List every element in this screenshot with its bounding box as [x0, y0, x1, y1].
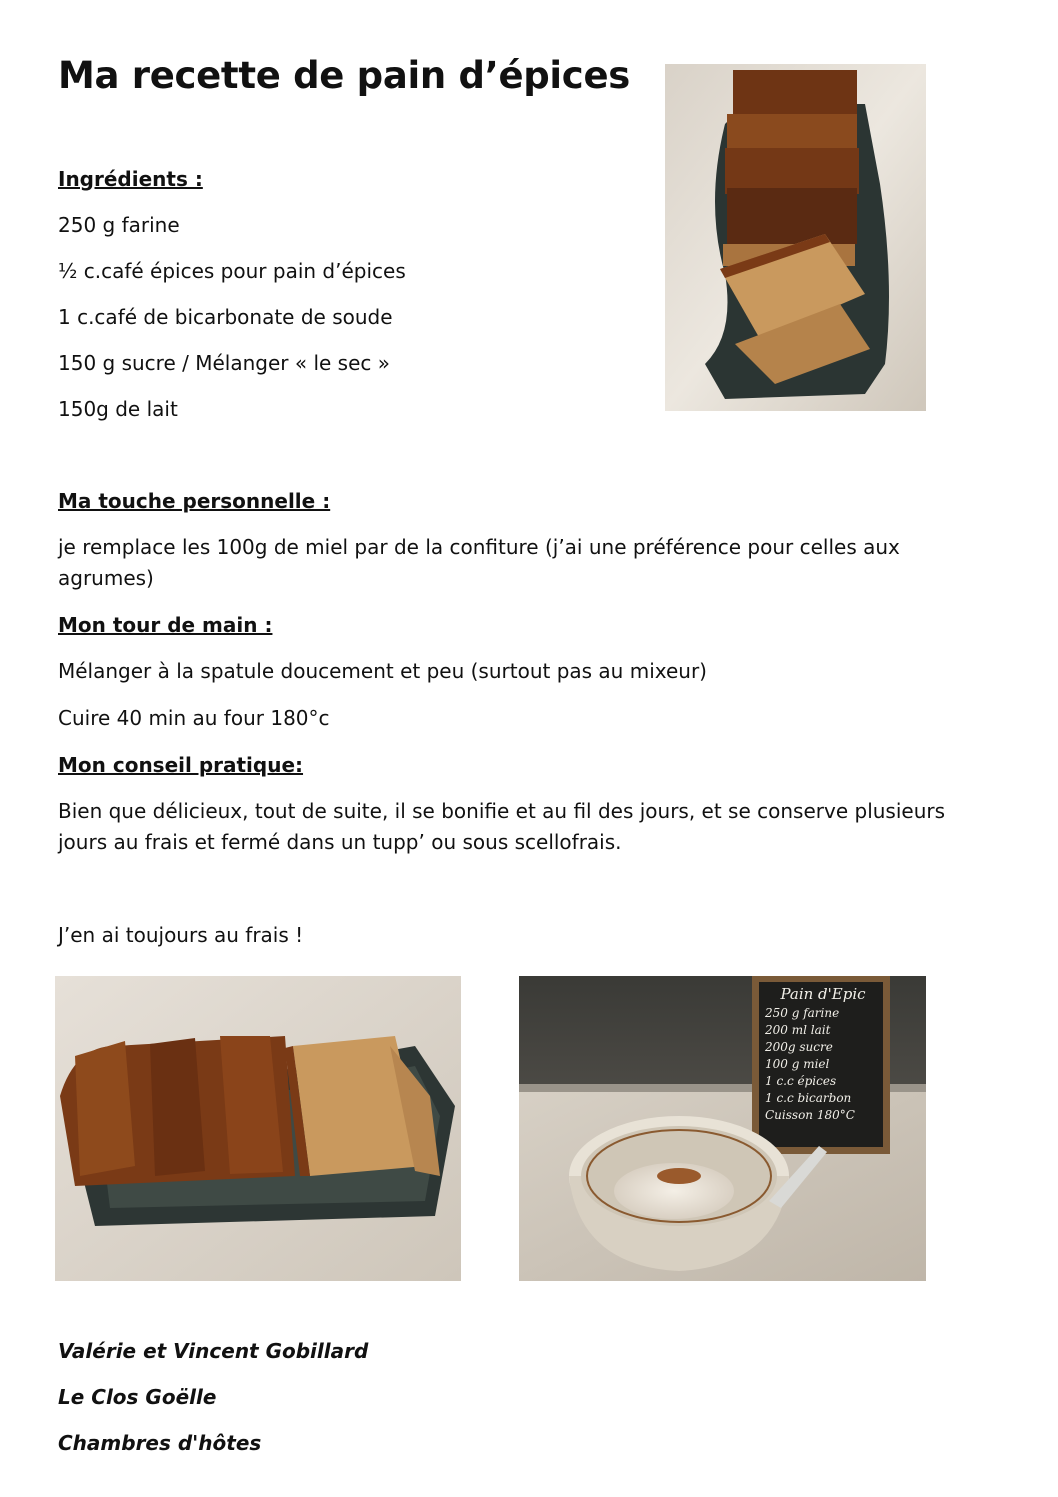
chalkboard-title: Pain d'Epic — [780, 985, 866, 1003]
advice-heading: Mon conseil pratique: — [58, 753, 304, 777]
method-line: Cuire 40 min au four 180°c — [58, 706, 330, 730]
advice-text: Bien que délicieux, tout de suite, il se bonifie et au fil des jours, et se conserve plusieurs jours au frais et fermé dans un tupp’ ou sous scellofrais. — [58, 799, 946, 854]
signature-place: Le Clos Goëlle — [58, 1385, 217, 1409]
ingredients-heading: Ingrédients : — [58, 167, 203, 191]
ingredient-item: 150 g sucre / Mélanger « le sec » — [58, 351, 390, 375]
chalkboard-line: 200g sucre — [765, 1040, 833, 1054]
gingerbread-tray-illustration — [55, 976, 461, 1281]
ingredient-item: ½ c.café épices pour pain d’épices — [58, 259, 406, 283]
bowl-chalkboard-photo — [519, 976, 926, 1281]
chalkboard-text — [765, 986, 881, 1124]
chalkboard-line: 200 ml lait — [765, 1023, 831, 1037]
chalkboard-line: 1 c.c bicarbon — [765, 1091, 852, 1105]
page-title: Ma recette de pain d’épices — [58, 54, 630, 97]
ingredient-item: 250 g farine — [58, 213, 180, 237]
ingredient-item: 150g de lait — [58, 397, 178, 421]
signature-names: Valérie et Vincent Gobillard — [58, 1339, 369, 1363]
gingerbread-loaf-photo — [665, 64, 926, 411]
method-line: Mélanger à la spatule doucement et peu (surtout pas au mixeur) — [58, 659, 707, 683]
touch-heading: Ma touche personnelle : — [58, 489, 331, 513]
ingredient-item: 1 c.café de bicarbonate de soude — [58, 305, 393, 329]
chalkboard-line: Cuisson 180°C — [765, 1108, 855, 1122]
signature-type: Chambres d'hôtes — [58, 1431, 262, 1455]
closing-line: J’en ai toujours au frais ! — [58, 923, 304, 947]
chalkboard-line: 250 g farine — [765, 1006, 840, 1020]
gingerbread-tray-photo — [55, 976, 461, 1281]
chalkboard-line: 100 g miel — [765, 1057, 830, 1071]
chalkboard-line: 1 c.c épices — [765, 1074, 837, 1088]
gingerbread-loaf-illustration — [665, 64, 926, 411]
method-heading: Mon tour de main : — [58, 613, 273, 637]
touch-text: je remplace les 100g de miel par de la confiture (j’ai une préférence pour celles aux agrumes) — [58, 535, 900, 590]
